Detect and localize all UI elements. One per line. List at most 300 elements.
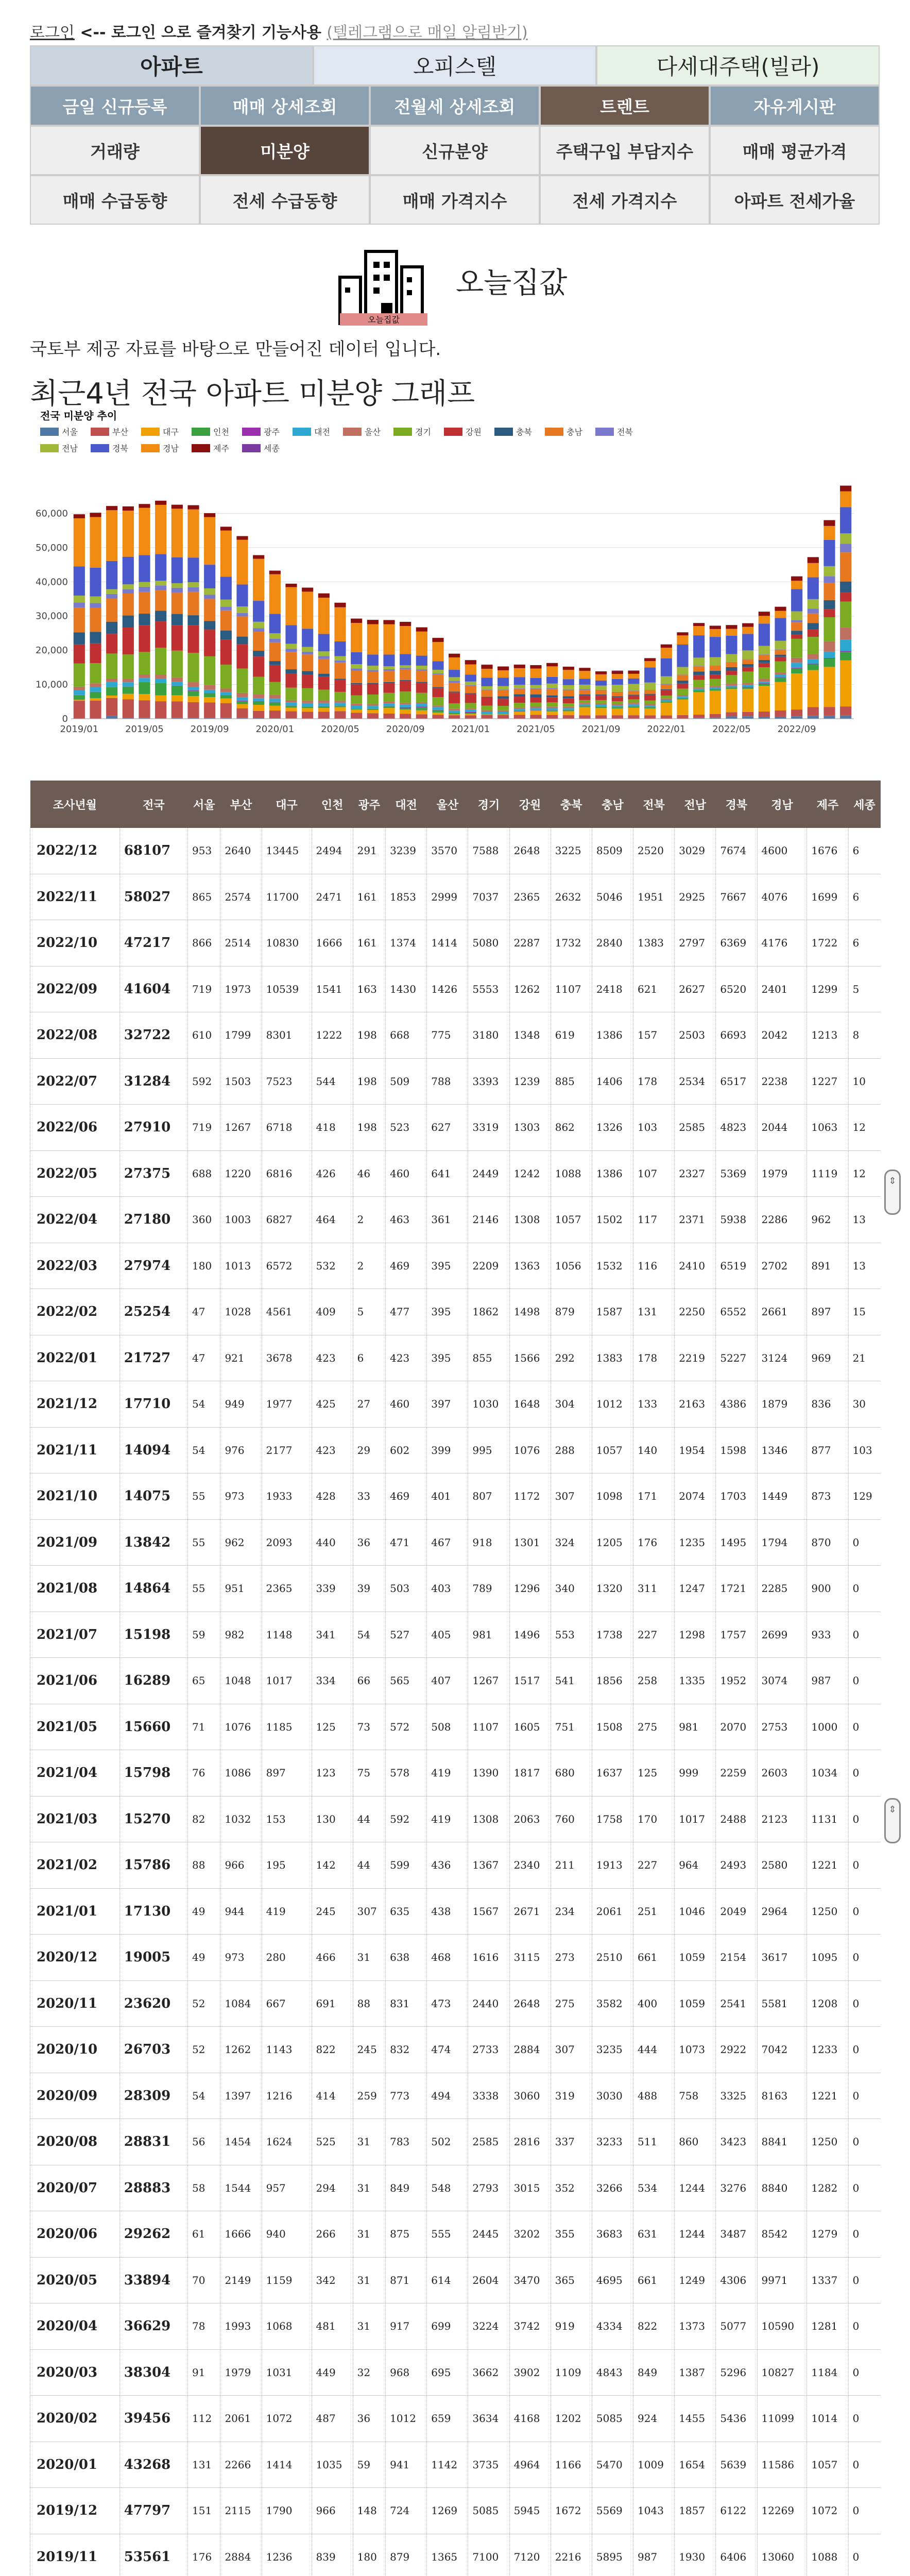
bar-segment [579, 704, 590, 706]
bar-segment [449, 710, 460, 713]
bar-segment [661, 703, 672, 715]
bar-segment [497, 710, 509, 712]
table-cell: 176 [188, 2534, 220, 2576]
table-cell: 1233 [807, 2027, 848, 2073]
table-cell: 2019/11 [30, 2534, 120, 2576]
table-row [30, 2488, 881, 2534]
table-cell: 1202 [551, 2396, 592, 2442]
bar-segment [514, 707, 525, 709]
bar-segment [693, 690, 705, 692]
bar-segment [546, 663, 558, 667]
table-cell: 2021/12 [30, 1381, 120, 1428]
bar-segment [106, 510, 117, 561]
table-cell: 2627 [675, 966, 716, 1012]
bar-segment [155, 648, 166, 674]
table-cell: 1043 [633, 2488, 675, 2534]
bar-segment [791, 620, 802, 622]
table-cell: 1383 [592, 1335, 633, 1381]
bar-segment [171, 583, 183, 588]
table-cell: 1205 [592, 1519, 633, 1566]
bar-segment [595, 700, 607, 703]
table-cell: 964 [675, 1842, 716, 1889]
table-cell: 2146 [468, 1197, 509, 1243]
table-cell: 2371 [675, 1197, 716, 1243]
table-cell: 534 [633, 2165, 675, 2211]
table-cell: 78 [188, 2303, 220, 2350]
table-cell: 0 [848, 1750, 881, 1797]
table-cell: 2585 [675, 1105, 716, 1151]
table-cell: 2022/07 [30, 1058, 120, 1105]
bar-segment [775, 675, 786, 677]
table-cell: 365 [551, 2257, 592, 2303]
bar-segment [546, 710, 558, 711]
table-cell: 0 [848, 1658, 881, 1704]
telegram-link[interactable]: (텔레그램으로 매일 알림받기) [327, 24, 528, 42]
table-cell: 5080 [468, 920, 509, 967]
bar-segment [432, 661, 443, 670]
legend-swatch [293, 428, 311, 436]
bar-segment [563, 670, 574, 679]
table-cell: 23620 [119, 1980, 187, 2027]
table-cell: 76 [188, 1750, 220, 1797]
table-cell: 503 [386, 1566, 427, 1612]
bar-segment [791, 658, 802, 663]
bar-segment [514, 715, 525, 718]
bar-segment [171, 505, 183, 509]
table-cell: 1722 [807, 920, 848, 967]
table-cell: 28883 [119, 2165, 187, 2211]
table-cell: 17130 [119, 1888, 187, 1935]
bar-segment [759, 679, 770, 682]
bar-segment [644, 661, 656, 667]
bar-segment [710, 689, 721, 691]
bar-segment [318, 711, 330, 718]
table-cell: 1249 [675, 2257, 716, 2303]
bar-segment [449, 657, 460, 670]
col-header: 전북 [633, 781, 675, 828]
table-cell: 1335 [675, 1658, 716, 1704]
table-cell: 2840 [592, 920, 633, 967]
table-cell: 2671 [509, 1888, 551, 1935]
table-cell: 395 [427, 1289, 468, 1335]
bar-segment [220, 688, 232, 692]
table-row [30, 1289, 881, 1335]
table-cell: 860 [675, 2119, 716, 2165]
table-cell: 783 [386, 2119, 427, 2165]
table-cell: 436 [427, 1842, 468, 1889]
table-cell: 1063 [807, 1105, 848, 1151]
bar-segment [269, 695, 281, 699]
bar-segment [236, 585, 248, 607]
tab-new-today[interactable]: 금일 신규등록 [30, 86, 200, 126]
table-cell: 1172 [509, 1473, 551, 1520]
bar-segment [187, 587, 199, 592]
table-cell: 7523 [262, 1058, 312, 1105]
table-cell: 1184 [807, 2349, 848, 2396]
legend-label: 경북 [112, 444, 128, 453]
bar-segment [90, 663, 101, 683]
table-cell: 21727 [119, 1335, 187, 1381]
bar-segment [334, 660, 346, 663]
table-cell: 58027 [119, 874, 187, 920]
table-cell: 13060 [757, 2534, 807, 2576]
table-cell: 29262 [119, 2211, 187, 2258]
table-cell: 2286 [757, 1197, 807, 1243]
table-cell: 275 [633, 1704, 675, 1750]
table-cell: 44 [353, 1842, 385, 1889]
table-cell: 2020/04 [30, 2303, 120, 2350]
table-cell: 180 [188, 1243, 220, 1289]
bar-segment [318, 708, 330, 711]
bar-segment [840, 640, 851, 651]
bar-segment [285, 643, 297, 649]
table-cell: 5569 [592, 2488, 633, 2534]
bar-segment [400, 626, 411, 654]
bar-segment [171, 677, 183, 682]
table-cell: 17710 [119, 1381, 187, 1428]
bar-segment [661, 716, 672, 719]
bar-segment [742, 627, 753, 634]
bar-segment [123, 589, 134, 594]
table-cell: 341 [312, 1612, 353, 1658]
table-cell: 0 [848, 2349, 881, 2396]
bar-segment [726, 716, 737, 719]
bar-segment [628, 684, 639, 690]
table-cell: 2074 [675, 1473, 716, 1520]
bar-segment [302, 711, 313, 718]
table-cell: 1732 [551, 920, 592, 967]
table-cell: 129 [848, 1473, 881, 1520]
bar-segment [710, 626, 721, 629]
category-officetel[interactable]: 오피스텔 [313, 45, 596, 86]
bar-segment [139, 582, 150, 587]
table-cell: 65 [188, 1658, 220, 1704]
menu-new-supply[interactable]: 신규분양 [370, 126, 540, 175]
table-cell: 2259 [716, 1750, 757, 1797]
table-cell: 44 [353, 1796, 385, 1842]
table-cell: 6 [848, 828, 881, 874]
scroll-handle-2[interactable]: ⇕ [884, 1798, 901, 1843]
table-cell: 553 [551, 1612, 592, 1658]
table-cell: 291 [353, 828, 385, 874]
bar-segment [90, 698, 101, 701]
table-cell: 773 [386, 2073, 427, 2119]
bar-segment [236, 698, 248, 701]
bar-segment [383, 683, 394, 693]
bar-segment [840, 507, 851, 533]
bar-segment [334, 603, 346, 607]
bar-segment [253, 628, 264, 632]
table-cell: 2585 [468, 2119, 509, 2165]
menu-sale-index[interactable]: 매매 가격지수 [370, 175, 540, 225]
table-cell: 661 [633, 1935, 675, 1981]
table-cell: 695 [427, 2349, 468, 2396]
table-cell: 2022/10 [30, 920, 120, 967]
bar-segment [742, 634, 753, 650]
table-cell: 832 [386, 2027, 427, 2073]
bar-segment [123, 616, 134, 628]
table-cell: 68107 [119, 828, 187, 874]
bar-segment [612, 715, 623, 718]
bar-segment [253, 705, 264, 711]
table-cell: 29 [353, 1427, 385, 1473]
bar-segment [220, 703, 232, 718]
menu-rent-ratio[interactable]: 아파트 전세가율 [710, 175, 880, 225]
table-cell: 2020/02 [30, 2396, 120, 2442]
table-cell: 2 [353, 1197, 385, 1243]
bar-segment [677, 715, 688, 719]
table-cell: 3266 [592, 2165, 633, 2211]
bar-segment [742, 650, 753, 659]
bar-segment [334, 711, 346, 718]
table-cell: 103 [633, 1105, 675, 1151]
table-cell: 6827 [262, 1197, 312, 1243]
table-cell: 409 [312, 1289, 353, 1335]
table-row [30, 1335, 881, 1381]
table-cell: 900 [807, 1566, 848, 1612]
col-header: 경북 [716, 781, 757, 828]
table-cell: 1279 [807, 2211, 848, 2258]
bar-segment [432, 687, 443, 688]
table-cell: 1057 [807, 2442, 848, 2488]
table-cell: 426 [312, 1150, 353, 1197]
table-cell: 419 [262, 1888, 312, 1935]
table-cell: 1269 [427, 2488, 468, 2534]
bar-segment [285, 652, 297, 669]
bar-segment [808, 629, 819, 637]
bar-segment [628, 671, 639, 674]
table-cell: 1107 [468, 1704, 509, 1750]
table-cell: 523 [386, 1105, 427, 1151]
table-cell: 163 [353, 966, 385, 1012]
table-cell: 339 [312, 1566, 353, 1612]
table-cell: 5436 [716, 2396, 757, 2442]
table-cell: 2514 [220, 920, 262, 967]
bar-segment [742, 664, 753, 667]
col-header: 전남 [675, 781, 716, 828]
table-cell: 2699 [757, 1612, 807, 1658]
table-cell: 1012 [592, 1381, 633, 1428]
bar-segment [742, 659, 753, 660]
bar-segment [139, 555, 150, 582]
table-cell: 157 [633, 1012, 675, 1059]
table-cell: 1977 [262, 1381, 312, 1428]
bar-segment [742, 623, 753, 627]
table-cell: 1017 [675, 1796, 716, 1842]
table-cell: 125 [312, 1704, 353, 1750]
x-tick-label: 2022/05 [712, 724, 751, 735]
bar-segment [823, 583, 835, 600]
menu-unsold[interactable]: 미분양 [200, 126, 370, 175]
table-cell: 2061 [220, 2396, 262, 2442]
table-cell: 599 [386, 1842, 427, 1889]
bar-segment [644, 707, 656, 708]
table-cell: 981 [675, 1704, 716, 1750]
bar-segment [302, 629, 313, 647]
bar-segment [383, 624, 394, 655]
bar-segment [546, 711, 558, 715]
table-cell: 1031 [262, 2349, 312, 2396]
bar-segment [123, 682, 134, 686]
bar-segment [367, 694, 379, 704]
bar-segment [416, 707, 427, 710]
table-cell: 1088 [551, 1150, 592, 1197]
bar-segment [563, 708, 574, 710]
bar-segment [187, 505, 199, 510]
table-cell: 198 [353, 1058, 385, 1105]
bar-segment [400, 622, 411, 626]
table-cell: 4386 [716, 1381, 757, 1428]
table-cell: 1637 [592, 1750, 633, 1797]
bar-segment [285, 625, 297, 643]
menu-avg-price[interactable]: 매매 평균가격 [710, 126, 880, 175]
table-cell: 266 [312, 2211, 353, 2258]
bar-segment [823, 617, 835, 641]
table-cell: 1495 [716, 1519, 757, 1566]
table-cell: 1262 [220, 2027, 262, 2073]
bar-segment [400, 665, 411, 668]
table-cell: 227 [633, 1842, 675, 1889]
table-cell: 1142 [427, 2442, 468, 2488]
tab-rent-detail[interactable]: 전월세 상세조회 [370, 86, 540, 126]
table-cell: 36 [353, 2396, 385, 2442]
bar-segment [285, 669, 297, 673]
scroll-handle[interactable]: ⇕ [884, 1170, 901, 1215]
tab-sale-detail[interactable]: 매매 상세조회 [200, 86, 370, 126]
table-cell: 0 [848, 2119, 881, 2165]
bar-segment [187, 696, 199, 702]
bar-segment [204, 565, 215, 588]
bar-segment [775, 662, 786, 672]
table-cell: 125 [633, 1750, 675, 1797]
table-cell: 2021/11 [30, 1427, 120, 1473]
table-cell: 161 [353, 874, 385, 920]
table-cell: 3015 [509, 2165, 551, 2211]
logo-building-icon[interactable] [330, 246, 448, 329]
bar-segment [236, 669, 248, 693]
table-cell: 2401 [757, 966, 807, 1012]
bar-segment [220, 696, 232, 699]
bar-segment [106, 506, 117, 510]
bar-segment [710, 666, 721, 671]
table-cell: 1397 [220, 2073, 262, 2119]
table-cell: 1220 [220, 1150, 262, 1197]
bar-segment [546, 696, 558, 698]
table-cell: 1119 [807, 1150, 848, 1197]
table-cell: 469 [386, 1473, 427, 1520]
table-cell: 924 [633, 2396, 675, 2442]
menu-rent-index[interactable]: 전세 가격지수 [540, 175, 710, 225]
menu-sale-supply[interactable]: 매매 수급동향 [30, 175, 200, 225]
table-cell: 1013 [220, 1243, 262, 1289]
table-cell: 544 [312, 1058, 353, 1105]
bar-segment [497, 699, 509, 706]
col-header: 울산 [427, 781, 468, 828]
bar-segment [220, 527, 232, 530]
table-cell: 1131 [807, 1796, 848, 1842]
table-cell: 1267 [220, 1105, 262, 1151]
col-header: 충북 [551, 781, 592, 828]
bar-segment [465, 715, 476, 718]
bar-segment [628, 679, 639, 684]
bar-segment [106, 594, 117, 599]
table-cell: 227 [633, 1612, 675, 1658]
table-cell: 1386 [592, 1012, 633, 1059]
table-cell: 502 [427, 2119, 468, 2165]
bar-segment [677, 695, 688, 697]
legend-swatch [141, 428, 160, 436]
legend-label: 전북 [617, 427, 633, 437]
table-cell: 3124 [757, 1335, 807, 1381]
bar-segment [530, 694, 541, 697]
bar-segment [449, 691, 460, 692]
legend-swatch [393, 428, 412, 436]
table-cell: 2418 [592, 966, 633, 1012]
bar-segment [791, 622, 802, 631]
table-cell: 2093 [262, 1519, 312, 1566]
tab-trend[interactable]: 트렌트 [540, 86, 710, 126]
table-cell: 1034 [807, 1750, 848, 1797]
category-apartment[interactable]: 아파트 [30, 45, 313, 86]
table-cell: 1267 [468, 1658, 509, 1704]
menu-rent-supply[interactable]: 전세 수급동향 [200, 175, 370, 225]
table-cell: 15798 [119, 1750, 187, 1797]
table-cell: 2020/07 [30, 2165, 120, 2211]
bar-segment [334, 641, 346, 656]
table-cell: 28309 [119, 2073, 187, 2119]
table-row [30, 2119, 881, 2165]
table-cell: 11099 [757, 2396, 807, 2442]
table-cell: 324 [551, 1519, 592, 1566]
bar-segment [123, 654, 134, 679]
table-cell: 5553 [468, 966, 509, 1012]
table-cell: 1406 [592, 1058, 633, 1105]
table-cell: 8841 [757, 2119, 807, 2165]
bar-segment [171, 686, 183, 695]
bar-segment [710, 691, 721, 714]
login-link[interactable]: 로그인 [30, 24, 75, 42]
bar-segment [334, 701, 346, 703]
table-cell: 15786 [119, 1842, 187, 1889]
table-cell: 1239 [509, 1058, 551, 1105]
bar-segment [759, 684, 770, 686]
bar-segment [74, 566, 85, 596]
table-cell: 399 [427, 1427, 468, 1473]
bar-segment [351, 684, 362, 695]
table-cell: 0 [848, 1566, 881, 1612]
bar-segment [90, 632, 101, 643]
table-cell: 337 [551, 2119, 592, 2165]
bar-segment [204, 595, 215, 599]
tab-board[interactable]: 자유게시판 [710, 86, 880, 126]
bar-segment [840, 533, 851, 544]
table-cell: 294 [312, 2165, 353, 2211]
table-cell: 117 [633, 1197, 675, 1243]
table-cell: 360 [188, 1197, 220, 1243]
table-row [30, 2165, 881, 2211]
table-cell: 6816 [262, 1150, 312, 1197]
menu-volume[interactable]: 거래량 [30, 126, 200, 175]
table-cell: 15660 [119, 1704, 187, 1750]
table-cell: 1508 [592, 1704, 633, 1750]
bar-segment [612, 679, 623, 685]
bar-segment [497, 711, 509, 714]
menu-burden-index[interactable]: 주택구입 부담지수 [540, 126, 710, 175]
table-cell: 5639 [716, 2442, 757, 2488]
category-villa[interactable]: 다세대주택(빌라) [596, 45, 880, 86]
table-cell: 532 [312, 1243, 353, 1289]
bar-segment [318, 690, 330, 701]
